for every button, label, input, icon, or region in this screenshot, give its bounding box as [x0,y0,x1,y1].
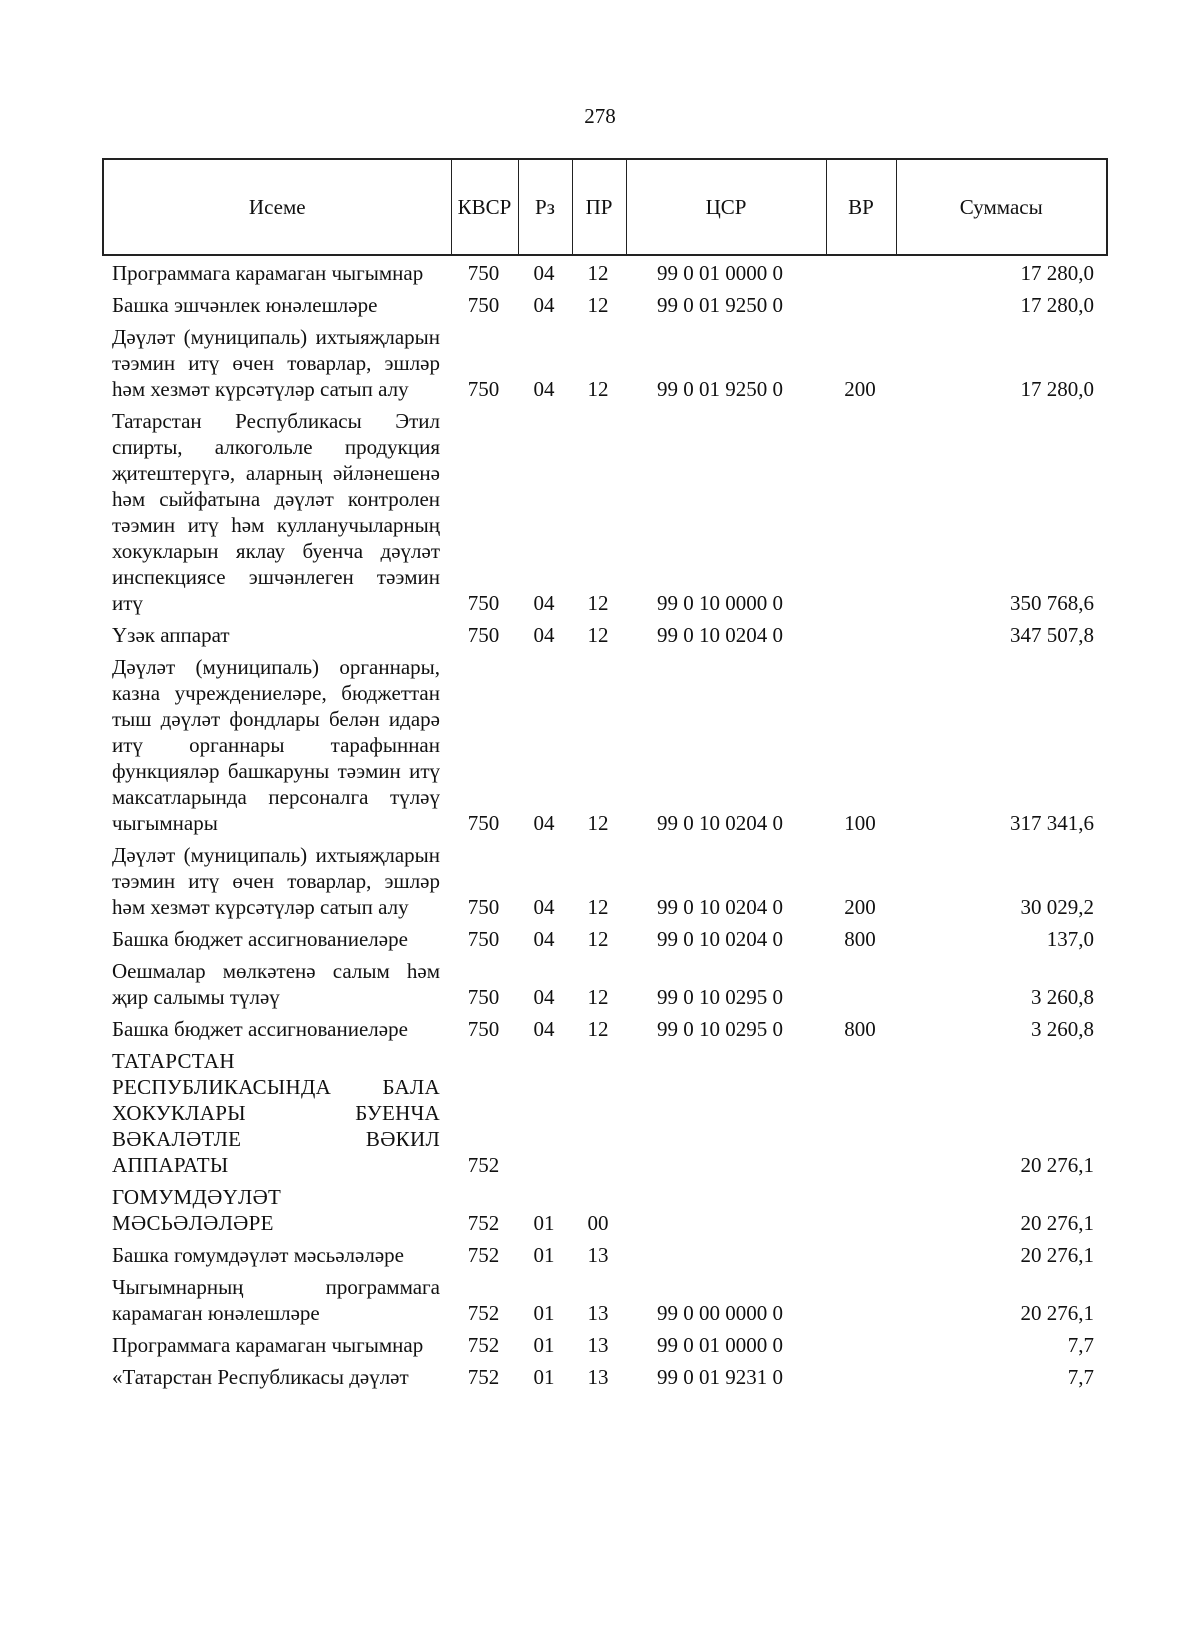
cell-sum: 30 029,2 [1020,895,1094,919]
cell-csr: 99 0 10 0295 0 [657,985,783,1009]
cell-sum: 20 276,1 [1020,1153,1094,1177]
cell-name: Оешмалар мөлкәтенә салым һәм җир салымы түләү [112,959,440,1009]
cell-name: Башка бюджет ассигнованиеләре [112,1017,408,1041]
column-header-kvsr: КВСР [451,159,518,255]
cell-pr: 00 [587,1211,609,1235]
cell-csr: 99 0 01 9231 0 [657,1365,783,1389]
cell-pr: 12 [587,261,609,285]
cell-kvsr: 752 [467,1301,500,1325]
cell-kvsr: 752 [467,1211,500,1235]
cell-vr [825,1238,895,1270]
cell-csr: 99 0 10 0204 0 [657,623,783,647]
cell-rz: 01 [533,1211,555,1235]
cell-pr: 12 [587,895,609,919]
cell-kvsr: 752 [467,1333,500,1357]
cell-sum: 7,7 [1067,1333,1094,1357]
cell-rz: 04 [533,985,555,1009]
cell-kvsr: 750 [467,895,500,919]
column-header-pr: ПР [572,159,626,255]
cell-sum: 317 341,6 [1010,811,1094,835]
table-row [102,1270,1106,1328]
table-row [102,1044,1106,1180]
cell-kvsr: 750 [467,591,500,615]
cell-kvsr: 750 [467,293,500,317]
column-header-vr: ВР [826,159,896,255]
cell-pr: 12 [587,985,609,1009]
cell-rz: 01 [533,1333,555,1357]
cell-pr: 12 [587,377,609,401]
cell-name: Башка гомумдәүләт мәсьәләләре [112,1243,404,1267]
cell-name: Татарстан Республикасы Этил спирты, алкогольле продукция җитештерүгә, аларның әйләнешенә һәм сыйфатына дәүләт контролен тәэмин итү һәм кулланучыларның хокукларын яклау буенча дәүләт инспекциясе эшчәнлеген тәэмин итү [112,409,440,615]
cell-sum: 350 768,6 [1010,591,1094,615]
cell-kvsr: 752 [467,1243,500,1267]
cell-pr [571,1044,625,1180]
cell-rz: 04 [533,623,555,647]
cell-kvsr: 750 [467,811,500,835]
cell-name: Башка эшчәнлек юнәлешләре [112,293,378,317]
cell-pr: 12 [587,591,609,615]
cell-name: Башка бюджет ассигнованиеләре [112,927,408,951]
cell-csr: 99 0 10 0000 0 [657,591,783,615]
cell-pr: 13 [587,1243,609,1267]
cell-rz: 01 [533,1243,555,1267]
column-header-rz: Рз [518,159,572,255]
table-header [102,158,1108,256]
cell-vr [825,256,895,288]
cell-kvsr: 750 [467,985,500,1009]
cell-kvsr: 750 [467,261,500,285]
cell-vr [825,1270,895,1328]
cell-sum: 3 260,8 [1031,1017,1094,1041]
cell-vr [825,954,895,1012]
cell-pr: 12 [587,1017,609,1041]
table-row [102,618,1106,650]
cell-kvsr: 750 [467,927,500,951]
cell-kvsr: 752 [467,1153,500,1177]
cell-kvsr: 750 [467,623,500,647]
table-row [102,954,1106,1012]
cell-name: ГОМУМДӘҮЛӘТ МӘСЬӘЛӘЛӘРЕ [112,1185,282,1235]
cell-rz: 04 [533,591,555,615]
table-row [102,1328,1106,1360]
cell-rz: 04 [533,261,555,285]
cell-csr: 99 0 00 0000 0 [657,1301,783,1325]
cell-pr: 12 [587,927,609,951]
cell-name: Дәүләт (муниципаль) органнары, казна учреждениеләре, бюджеттан тыш дәүләт фондлары белән идарә итү органнары тарафыннан функцияләр башкаруны тәэмин итү максатларында персоналга түләү чыгымнары [112,655,440,835]
cell-csr: 99 0 01 0000 0 [657,1333,783,1357]
cell-csr: 99 0 01 0000 0 [657,261,783,285]
cell-csr [625,1238,825,1270]
cell-csr: 99 0 01 9250 0 [657,293,783,317]
table-row [102,838,1106,922]
cell-rz: 04 [533,927,555,951]
cell-kvsr: 750 [467,377,500,401]
column-header-csr: ЦСР [626,159,826,255]
cell-vr: 100 [844,811,876,835]
cell-vr [825,1328,895,1360]
cell-csr: 99 0 01 9250 0 [657,377,783,401]
cell-sum: 17 280,0 [1020,293,1094,317]
cell-rz [517,1044,571,1180]
cell-name: Дәүләт (муниципаль) ихтыяҗларын тәэмин итү өчен товарлар, эшләр һәм хезмәт күрсәтүләр сатып алу [112,325,440,401]
cell-pr: 13 [587,1365,609,1389]
column-header-sum: Суммасы [896,159,1107,255]
table-body [102,256,1106,1392]
cell-pr: 12 [587,293,609,317]
cell-vr [825,1360,895,1392]
cell-rz: 01 [533,1301,555,1325]
column-header-name: Исеме [103,159,451,255]
cell-name: Программага карамаган чыгымнар [112,1333,424,1357]
cell-vr: 200 [844,377,876,401]
cell-vr [825,1180,895,1238]
cell-vr [825,1044,895,1180]
page-number: 278 [584,104,616,128]
cell-csr: 99 0 10 0204 0 [657,927,783,951]
cell-name: ТАТАРСТАН РЕСПУБЛИКАСЫНДА БАЛА ХОКУКЛАРЫ БУЕНЧА ВӘКАЛӘТЛЕ ВӘКИЛ АППАРАТЫ [112,1049,440,1177]
table-row [102,1180,1106,1238]
table-row [102,1012,1106,1044]
table-row [102,1238,1106,1270]
cell-sum: 20 276,1 [1020,1301,1094,1325]
cell-name: Дәүләт (муниципаль) ихтыяҗларын тәэмин итү өчен товарлар, эшләр һәм хезмәт күрсәтүләр сатып алу [112,843,440,919]
cell-vr: 800 [844,927,876,951]
cell-csr: 99 0 10 0295 0 [657,1017,783,1041]
cell-rz: 04 [533,293,555,317]
cell-sum: 20 276,1 [1020,1211,1094,1235]
cell-vr [825,288,895,320]
cell-kvsr: 750 [467,1017,500,1041]
cell-name: Чыгымнарның программага карамаган юнәлешләре [112,1275,440,1325]
cell-sum: 7,7 [1067,1365,1094,1389]
cell-vr [825,618,895,650]
budget-table [102,256,1106,1392]
cell-csr: 99 0 10 0204 0 [657,895,783,919]
cell-rz: 04 [533,895,555,919]
cell-sum: 347 507,8 [1010,623,1094,647]
cell-vr: 800 [844,1017,876,1041]
table-row [102,320,1106,404]
cell-name: Программага карамаган чыгымнар [112,261,424,285]
cell-rz: 01 [533,1365,555,1389]
cell-sum: 137,0 [1046,927,1094,951]
table-row [102,256,1106,288]
cell-csr: 99 0 10 0204 0 [657,811,783,835]
table-row [102,922,1106,954]
cell-sum: 3 260,8 [1031,985,1094,1009]
cell-vr [825,404,895,618]
cell-csr [625,1180,825,1238]
cell-sum: 20 276,1 [1020,1243,1094,1267]
table-row [102,650,1106,838]
table-row [102,288,1106,320]
cell-pr: 13 [587,1301,609,1325]
cell-rz: 04 [533,811,555,835]
cell-name: Үзәк аппарат [112,623,230,647]
table-row [102,404,1106,618]
cell-rz: 04 [533,1017,555,1041]
cell-sum: 17 280,0 [1020,377,1094,401]
cell-rz: 04 [533,377,555,401]
table-row [102,1360,1106,1392]
cell-kvsr: 752 [467,1365,500,1389]
cell-pr: 12 [587,623,609,647]
cell-vr: 200 [844,895,876,919]
cell-csr [625,1044,825,1180]
cell-pr: 13 [587,1333,609,1357]
cell-pr: 12 [587,811,609,835]
cell-sum: 17 280,0 [1020,261,1094,285]
cell-name: «Татарстан Республикасы дәүләт [112,1365,409,1389]
